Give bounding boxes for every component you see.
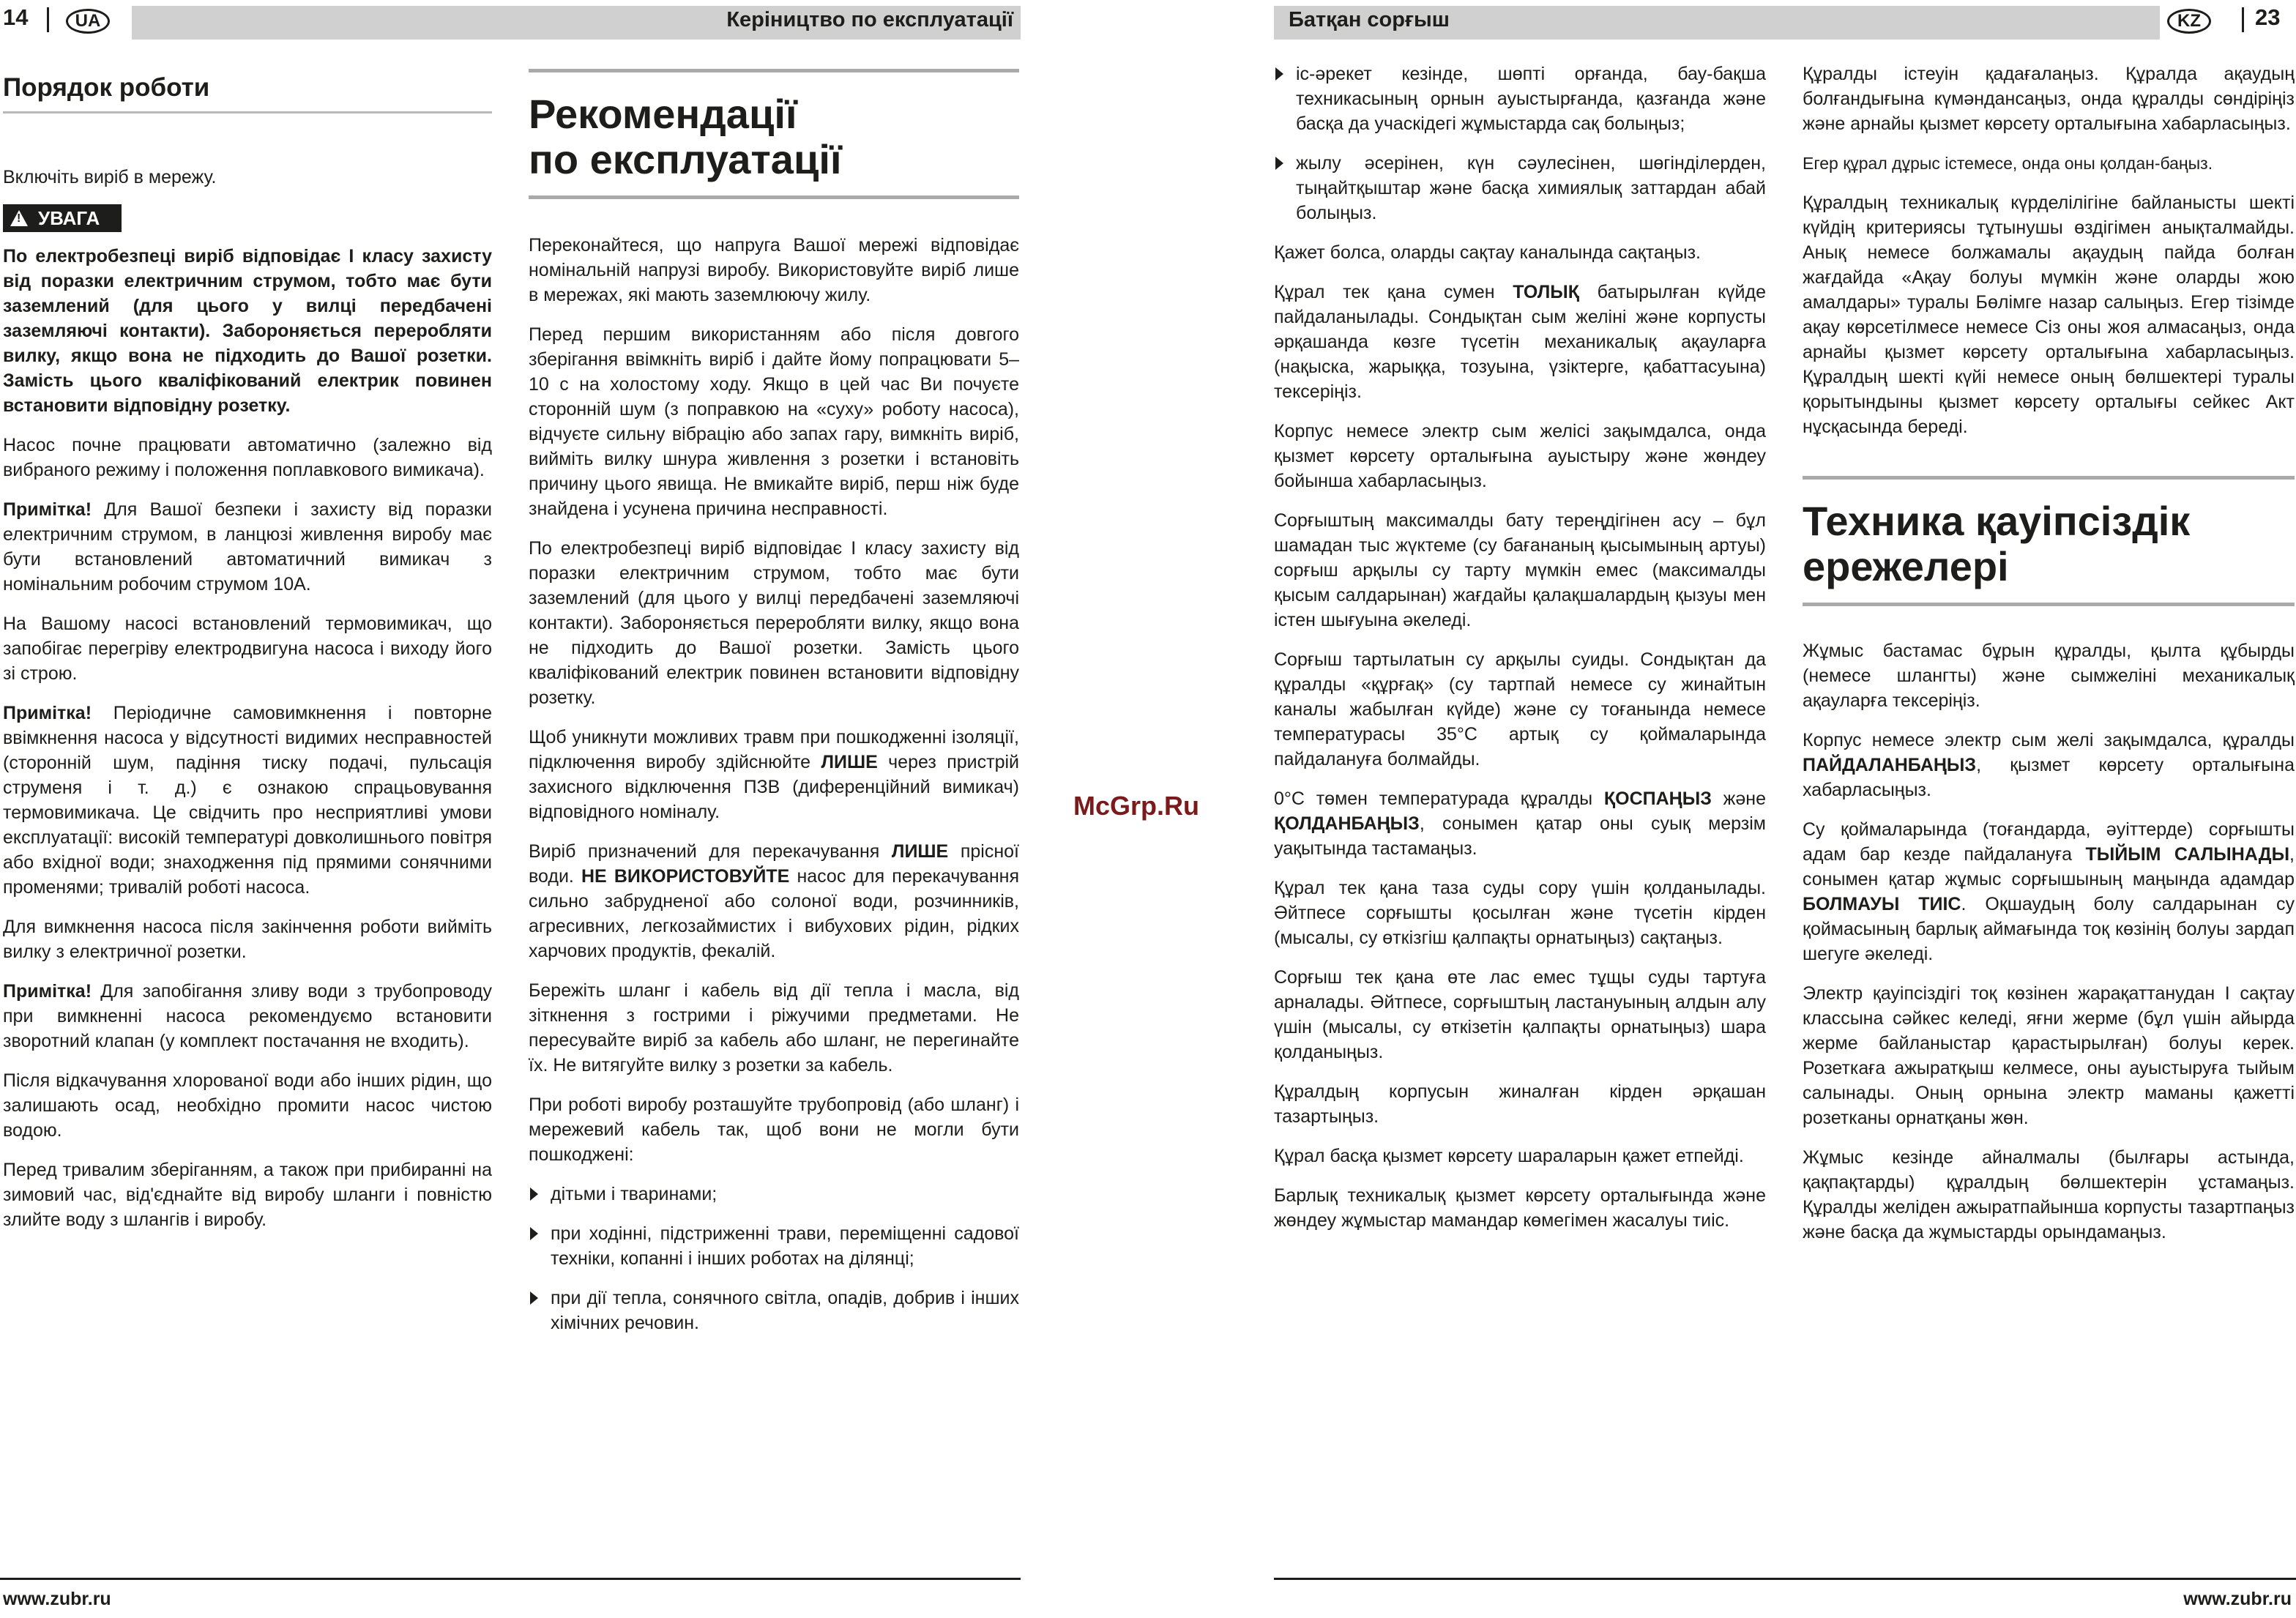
paragraph: Для вимкнення насоса після закінчення роботи вийміть вилку з електричної розетки. [3,917,492,962]
note-label: Примітка! [3,703,92,723]
paragraph: На Вашому насосі встановлений термовимикач, що запобігає перегріву електродвигуна насоса і виходу його зі строю. [3,614,492,684]
paragraph: Жұмыс бастамас бұрын құралды, қылта құбырды (немесе шлангты) және сымжеліні механикалық ақауларға тексеріңіз. [1803,641,2295,711]
bullet-list [1274,61,1766,225]
section-title [1803,476,2295,606]
text-run: Виріб призначений для перекачування [529,841,892,862]
paragraph [529,725,1019,824]
title-line: по експлуатації [529,136,842,182]
bullet-list [529,1182,1019,1335]
paragraph [1803,728,2295,802]
text-run: насос для перекачування сильно забрудненої або солоної води, розчинників, агресивних, легкозаймистих і вибухових рідин, рідких харчових продуктів, фекалій. [529,866,1019,961]
paragraph: По електробезпеці виріб відповідає I класу захисту від поразки електричним струмом, тобто має бути заземлений (для цього у вилці передбачені заземляючі контакти). Забороняється переробляти вилку, якщо вона не підходить до Вашої розетки. Замість цього кваліфікований електрик повинен встановити відповідну розетку. [529,538,1019,708]
emphasis: ТОЛЫҚ [1513,282,1579,302]
language-badge: UA [66,9,110,34]
emphasis: ТЫЙЫМ САЛЫНАДЫ [2085,844,2290,865]
header-title: Батқан сорғыш [1289,8,1450,31]
paragraph: Сорғыш тартылатын су арқылы суиды. Сондықтан да құралды «құрғақ» (су тартпай немесе су жинайтын каналы жабылған күйде) және су тоғанында немесе температурасы 35°С артық су қоймаларында пайдалануға болмайды. [1274,649,1766,769]
paragraph: Құралды істеуін қадағалаңыз. Құралда ақаудың болғандығына күмәндансаңыз, онда құралды сөндіріңіз және арнайы қызмет көрсету орталығына хабарласыңыз. [1803,64,2295,134]
text-run: , қызмет көрсету орталығына хабарласыңыз. [1803,755,2295,800]
paragraph: Сорғыш тек қана өте лас емес тұщы суды тартуға арналады. Әйтпесе, сорғыштың ластануының алдын алу үшін (мысалы, су өткізетін қалпақты орнатыңыз) шара қолданыңыз. [1274,967,1766,1062]
page-number: 23 [2255,4,2281,30]
paragraph: Корпус немесе электр сым желісі зақымдалса, онда қызмет көрсету орталығына ауыстыру және жөндеу бойынша хабарласыңыз. [1274,421,1766,491]
watermark: McGrp.Ru [1073,791,1200,821]
title-line: ережелері [1803,543,2009,589]
paragraph: Электр қауіпсіздігі тоқ көзінен жарақаттанудан I сақтау классына сәйкес келеді, яғни жерме (бұл үшін айырда жерме байланыстар қарастырылған) болуы керек. Розеткаға ажыратқыш келмесе, оны ауыстыруға тыйым салынады. Оның орнына электр маманы қажетті розетканы орнатқаны жөн. [1803,983,2295,1128]
column-recommendations [529,69,1019,1350]
paragraph: Перед тривалим зберіганням, а також при прибиранні на зимовий час, від'єднайте від виробу шланги і повністю злийте воду з шлангів і виробу. [3,1160,492,1230]
paragraph: Құрал тек қана таза суды сору үшін қолданылады. Әйтпесе сорғышты қосылған және түсетін кірден (мысалы, су өткізгіш қалпақты орнатыңыз) сақтаңыз. [1274,878,1766,948]
footer-url: www.zubr.ru [3,1589,111,1609]
footer-url: www.zubr.ru [2183,1589,2292,1609]
text-run: , сонымен қатар жұмыс сорғышының маңында адамдар [1803,844,2295,890]
paragraph [529,839,1019,963]
header-divider [47,7,49,32]
note-label: Примітка! [3,499,92,520]
text-run: прісної води. [529,841,1019,887]
language-badge: KZ [2167,9,2211,34]
text-run: батырылған күйде пайдаланылады. Сондықтан сым желіні және корпусты әрқашанда көзге түсетін механикалық ақауларға (нақыска, жарыққа, тозуына, үзіктерге, қабаттасуына) тексеріңіз. [1274,282,1767,402]
paragraph: Құралдың корпусын жиналған кірден әрқашан тазартыңыз. [1274,1081,1766,1127]
warning-label: УВАГА [38,207,100,229]
paragraph [1803,817,2295,966]
title-line: Техника қауіпсіздік [1803,498,2191,544]
column-operation-procedure [3,73,492,1247]
paragraph: Після відкачування хлорованої води або інших рідин, що залишають осад, необхідно промити насос чистою водою. [3,1070,492,1141]
note-text: Для запобігання зливу води з трубопроводу при вимкненні насоса рекомендуємо встановити зворотний клапан (у комплект постачання не входить). [3,981,492,1051]
emphasis: ЛИШЕ [821,752,878,772]
list-item: при ходінні, підстриженні трави, переміщенні садової техніки, копанні і інших роботах на ділянці; [529,1221,1019,1271]
list-item: жылу әсерінен, күн сәулесінен, шөгінділерден, тыңайтқыштар және басқа химиялық заттардан абай болыңыз. [1274,151,1766,225]
emphasis: НЕ ВИКОРИСТОВУЙТЕ [581,866,790,887]
emphasis: ЛИШЕ [891,841,949,862]
list-item: дітьми і тваринами; [529,1182,1019,1207]
paragraph: Құрал басқа қызмет көрсету шараларын қажет етпейді. [1274,1146,1744,1166]
paragraph: Переконайтеся, що напруга Вашої мережі відповідає номінальній напрузі виробу. Використовуйте виріб лише в мережах, які мають заземлюючу жилу. [529,235,1019,305]
paragraph: Жұмыс кезінде айналмалы (былғары астында, қақпақтарды) құралдың бөлшектерін ұстамаңыз. Құралды желіден ажыратпайынша корпусты тазартпаңыз және басқа да жұмыстарды орындамаңыз. [1803,1147,2295,1242]
warning-badge [3,204,122,232]
footer-rule [1274,1578,2296,1580]
note-label: Примітка! [3,981,92,1002]
text-run: Корпус немесе электр сым желі зақымдалса, құралды [1803,730,2295,750]
note [3,979,492,1054]
list-item: при дії тепла, сонячного світла, опадів, добрив і інших хімічних речовин. [529,1286,1019,1335]
header-title: Керіництво по експлуатації [726,8,1013,31]
warning-text: По електробезпеці виріб відповідає I класу захисту від поразки електричним струмом, тобто має бути заземлений (для цього у вилці передбачені заземляючі контакти). Забороняється переробляти вилку, якщо вона не підходить до Вашої розетки. Замість цього кваліфікований електрик повинен встановити відповідну розетку. [3,246,492,416]
column-safety-rules [1803,61,2295,1259]
paragraph [1274,280,1766,404]
text-run: через пристрій захисного відключення ПЗВ (диференційний вимикач) відповідного номіналу. [529,752,1019,822]
emphasis: БОЛМАУЫ ТИІС [1803,894,1961,914]
paragraph: Барлық техникалық қызмет көрсету орталығында және жөндеу жұмыстар мамандар көмегімен жасалуы тиіс. [1274,1185,1766,1231]
column-submersible-pump [1274,61,1766,1248]
text-run: 0°С төмен температурада құралды [1274,789,1604,809]
paragraph: Құралдың техникалық күрделілігіне байланысты шекті күйдің критериясы тұтынушы өздігімен анықталмайды. Анық немесе болжамалы ақаудың пайда болған жағдайда «Ақау болуы мүмкін және оларды жою амалдары» туралы Бөлімге назар салыңыз. Егер тізімде ақау көрсетілмесе немесе Сіз оны жоя алмасаңыз, онда арнайы қызмет көрсету орталығына хабарласыңыз. Құралдың шекті күйі немесе оның бөлшектері туралы қорытындыны қызмет көрсету орталығы сейкес Акт нұсқасында береді. [1803,193,2295,437]
section-title: Порядок роботи [3,73,492,113]
paragraph: Перед першим використанням або після довгого зберігання ввімкніть виріб і дайте йому попрацювати 5–10 с на холостому ходу. Якщо в цей час Ви почуєте сторонній шум (з поправкою на «суху» роботу насоса), відчуєте сильну вібрацію або запах гару, вимкніть виріб, вийміть вилку шнура живлення з розетки і встановіть причину цього явища. Не вмикайте виріб, перш ніж буде знайдена і усунена причина несправності. [529,324,1019,519]
paragraph: Включіть виріб в мережу. [3,167,217,187]
header-divider [2242,7,2244,32]
paragraph: Бережіть шланг і кабель від дії тепла і масла, від зіткнення з гострими і ріжучими предметами. Не пересувайте виріб за кабель або шланг, не перегинайте їх. Не витягуйте вилку з розетки за кабель. [529,980,1019,1075]
note-text: Для Вашої безпеки і захисту від поразки електричним струмом, в ланцюзі живлення виробу має бути встановлений автоматичний вимикач з номінальним робочим струмом 10А. [3,499,492,594]
paragraph: Сорғыштың максималды бату тереңдігінен асу – бұл шамадан тыс жүктеме (су бағананың қысымының артуы) сорғыш арқылы су тарту мүмкін емес (максималды қысым салдарынан) жағдайы қалақшалардың қызуы мен істен шығуына әкеледі. [1274,510,1766,630]
emphasis: ҚОЛДАНБАҢЫЗ [1274,813,1420,834]
note-text: Періодичне самовимкнення і повторне ввімкнення насоса у відсутності видимих несправностей (сторонній шум, падіння тиску подачі, пульсація струменя і т. д.) є ознакою спрацьовування термовимикача. Це свідчить про несприятливі умови експлуатації: високій температурі довколишнього повітря або вхідної води; знаходження під прямими сонячними променями; тривалій роботі насоса. [3,703,492,898]
page-number: 14 [3,4,29,30]
warning-icon [10,210,28,226]
note [3,497,492,597]
section-title [529,69,1019,199]
paragraph [1274,786,1766,861]
paragraph: Қажет болса, оларды сақтау каналында сақтаңыз. [1274,242,1701,263]
paragraph: Егер құрал дұрыс істемесе, онда оны қолдан-баңыз. [1803,154,2213,173]
title-line: Рекомендації [529,91,797,137]
text-run: Құрал тек қана сумен [1274,282,1513,302]
text-run: , сонымен қатар оны суық мерзім уақытында тастамаңыз. [1274,813,1766,859]
text-run: Щоб уникнути можливих травм при пошкодженні ізоляції, підключення виробу здійснюйте [529,727,1019,772]
emphasis: ҚОСПАҢЫЗ [1603,789,1712,809]
emphasis: ПАЙДАЛАНБАҢЫЗ [1803,755,1977,775]
text-run: Су қоймаларында (тоғандарда, әуіттерде) сорғышты адам бар кезде пайдалануға [1803,819,2295,865]
paragraph: При роботі виробу розташуйте трубопровід (або шланг) і мережевий кабель так, щоб вони не могли бути пошкоджені: [529,1095,1019,1165]
note [3,701,492,900]
text-run: . Оқшаудың болу салдарынан су қоймасының барлық аймағында тоқ көзінің болуы зардап шегуге әкеледі. [1803,894,2295,964]
paragraph: Насос почне працювати автоматично (залежно від вибраного режиму і положення поплавкового вимикача). [3,435,492,480]
footer-rule [0,1578,1021,1580]
text-run: және [1711,789,1766,809]
list-item: іс-әрекет кезінде, шөпті орғанда, бау-бақша техникасының орнын ауыстырғанда, қазғанда және басқа да учаскідегі жұмыстарда сақ болыңыз; [1274,61,1766,136]
